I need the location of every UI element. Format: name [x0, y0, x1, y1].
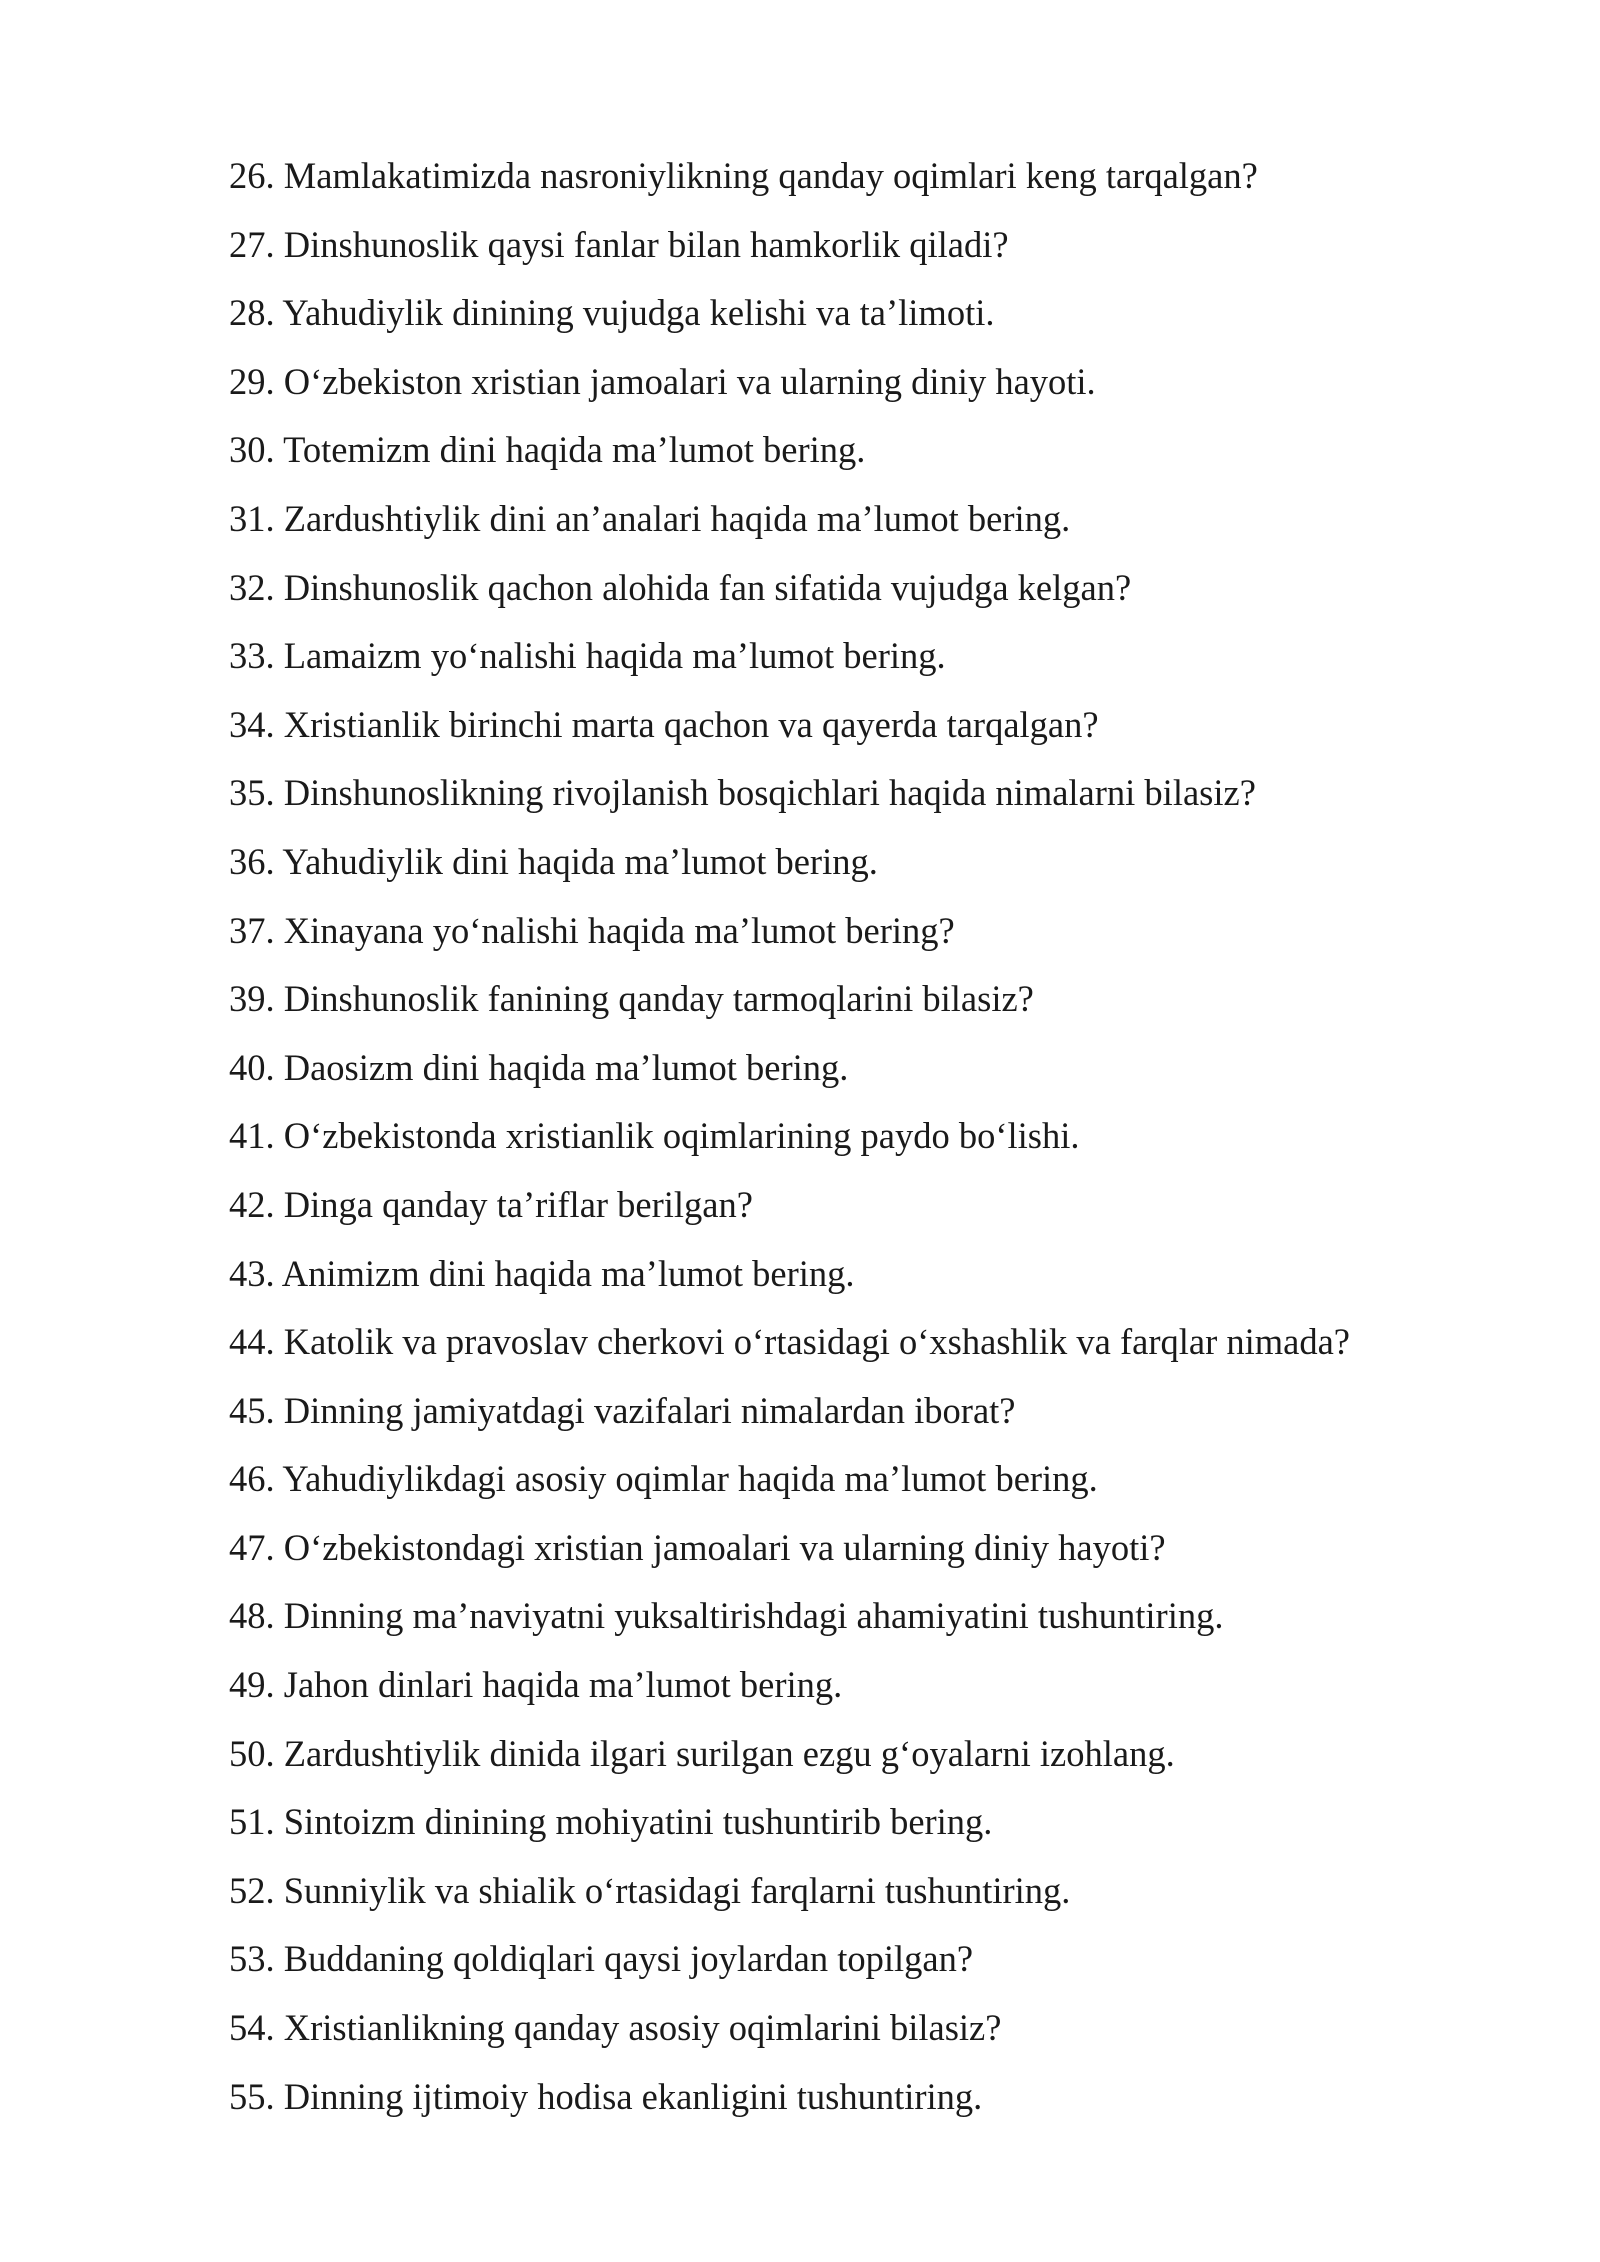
question-item — [229, 287, 1569, 356]
question-text: Buddaning qoldiqlari qaysi joylardan topilgan? — [283, 1938, 974, 1980]
question-text: O‘zbekiston xristian jamoalari va ularning diniy hayoti. — [283, 360, 1096, 402]
question-text: Dinshunoslikning rivojlanish bosqichlari haqida nimalarni bilasiz? — [283, 772, 1256, 814]
question-number: 41. — [229, 1115, 275, 1157]
question-text: Xinayana yo‘nalishi haqida ma’lumot bering? — [283, 909, 955, 951]
question-item — [229, 1110, 1569, 1179]
question-text: Yahudiylikdagi asosiy oqimlar haqida ma’lumot bering. — [282, 1458, 1098, 1500]
question-text: Jahon dinlari haqida ma’lumot bering. — [283, 1664, 843, 1706]
question-text: Zardushtiylik dinida ilgari surilgan ezgu g‘oyalarni izohlang. — [283, 1732, 1175, 1774]
question-number: 44. — [229, 1321, 275, 1363]
question-item — [229, 1248, 1569, 1317]
question-number: 49. — [229, 1664, 275, 1706]
question-item — [229, 1933, 1569, 2002]
question-number: 55. — [229, 2075, 275, 2117]
question-text: Xristianlik birinchi marta qachon va qayerda tarqalgan? — [283, 703, 1099, 745]
question-number: 47. — [229, 1526, 275, 1568]
question-text: Dinning ma’naviyatni yuksaltirishdagi ahamiyatini tushuntiring. — [283, 1595, 1224, 1637]
question-item — [229, 1865, 1569, 1934]
question-text: Dinshunoslik fanining qanday tarmoqlarini bilasiz? — [283, 978, 1034, 1020]
question-number: 54. — [229, 2007, 275, 2049]
question-text: Yahudiylik dinining vujudga kelishi va ta’limoti. — [282, 292, 995, 334]
question-text: Mamlakatimizda nasroniylikning qanday oqimlari keng tarqalgan? — [283, 155, 1258, 196]
question-text: Zardushtiylik dini an’analari haqida ma’lumot bering. — [283, 497, 1071, 539]
question-number: 33. — [229, 635, 275, 677]
question-item — [229, 1659, 1569, 1728]
question-text: Yahudiylik dini haqida ma’lumot bering. — [282, 840, 878, 882]
question-number: 50. — [229, 1732, 275, 1774]
question-item — [229, 1728, 1569, 1797]
question-text: Xristianlikning qanday asosiy oqimlarini bilasiz? — [283, 2007, 1002, 2049]
question-text: Lamaizm yo‘nalishi haqida ma’lumot bering. — [283, 635, 946, 677]
question-number: 48. — [229, 1595, 275, 1637]
question-number: 27. — [229, 223, 275, 265]
question-number: 51. — [229, 1801, 275, 1843]
question-text: Dinshunoslik qaysi fanlar bilan hamkorlik qiladi? — [283, 223, 1009, 265]
question-text: Daosizm dini haqida ma’lumot bering. — [283, 1046, 849, 1088]
question-number: 46. — [229, 1458, 275, 1500]
question-item — [229, 219, 1569, 288]
question-number: 37. — [229, 909, 275, 951]
question-item — [229, 1316, 1569, 1385]
question-item — [229, 2002, 1569, 2071]
question-number: 30. — [229, 429, 275, 471]
question-item — [229, 1590, 1569, 1659]
question-number: 36. — [229, 840, 275, 882]
question-item — [229, 973, 1569, 1042]
question-item — [229, 905, 1569, 974]
question-item — [229, 630, 1569, 699]
question-text: Animizm dini haqida ma’lumot bering. — [281, 1252, 855, 1294]
question-text: Dinshunoslik qachon alohida fan sifatida vujudga kelgan? — [283, 566, 1132, 608]
question-number: 31. — [229, 497, 275, 539]
question-item — [229, 1385, 1569, 1454]
question-text: Totemizm dini haqida ma’lumot bering. — [283, 429, 866, 471]
question-item — [229, 699, 1569, 768]
question-item — [229, 493, 1569, 562]
question-item — [229, 150, 1569, 219]
question-number: 43. — [229, 1252, 275, 1294]
question-item — [229, 356, 1569, 425]
question-number: 34. — [229, 703, 275, 745]
question-number: 26. — [229, 155, 275, 196]
question-item — [229, 562, 1569, 631]
question-number: 42. — [229, 1183, 275, 1225]
question-number: 28. — [229, 292, 275, 334]
question-number: 52. — [229, 1869, 275, 1911]
question-number: 35. — [229, 772, 275, 814]
question-text: O‘zbekistondagi xristian jamoalari va ularning diniy hayoti? — [283, 1526, 1166, 1568]
question-number: 39. — [229, 978, 275, 1020]
question-text: Sunniylik va shialik o‘rtasidagi farqlarni tushuntiring. — [283, 1869, 1071, 1911]
question-item — [229, 767, 1569, 836]
question-number: 53. — [229, 1938, 275, 1980]
question-text: Dinning jamiyatdagi vazifalari nimalardan iborat? — [283, 1389, 1016, 1431]
question-text: Dinga qanday ta’riflar berilgan? — [283, 1183, 753, 1225]
question-text: Dinning ijtimoiy hodisa ekanligini tushuntiring. — [283, 2075, 983, 2117]
question-item — [229, 1042, 1569, 1111]
question-text: O‘zbekistonda xristianlik oqimlarining paydo bo‘lishi. — [283, 1115, 1080, 1157]
question-item — [229, 424, 1569, 493]
question-item — [229, 1453, 1569, 1522]
question-number: 32. — [229, 566, 275, 608]
question-item — [229, 1796, 1569, 1865]
question-number: 45. — [229, 1389, 275, 1431]
question-text: Sintoizm dinining mohiyatini tushuntirib bering. — [283, 1801, 993, 1843]
question-list — [229, 150, 1569, 2139]
question-text: Katolik va pravoslav cherkovi o‘rtasidagi o‘xshashlik va farqlar nimada? — [283, 1321, 1351, 1363]
question-item — [229, 2071, 1569, 2140]
question-item — [229, 1522, 1569, 1591]
question-number: 29. — [229, 360, 275, 402]
question-item — [229, 1179, 1569, 1248]
question-number: 40. — [229, 1046, 275, 1088]
question-item — [229, 836, 1569, 905]
